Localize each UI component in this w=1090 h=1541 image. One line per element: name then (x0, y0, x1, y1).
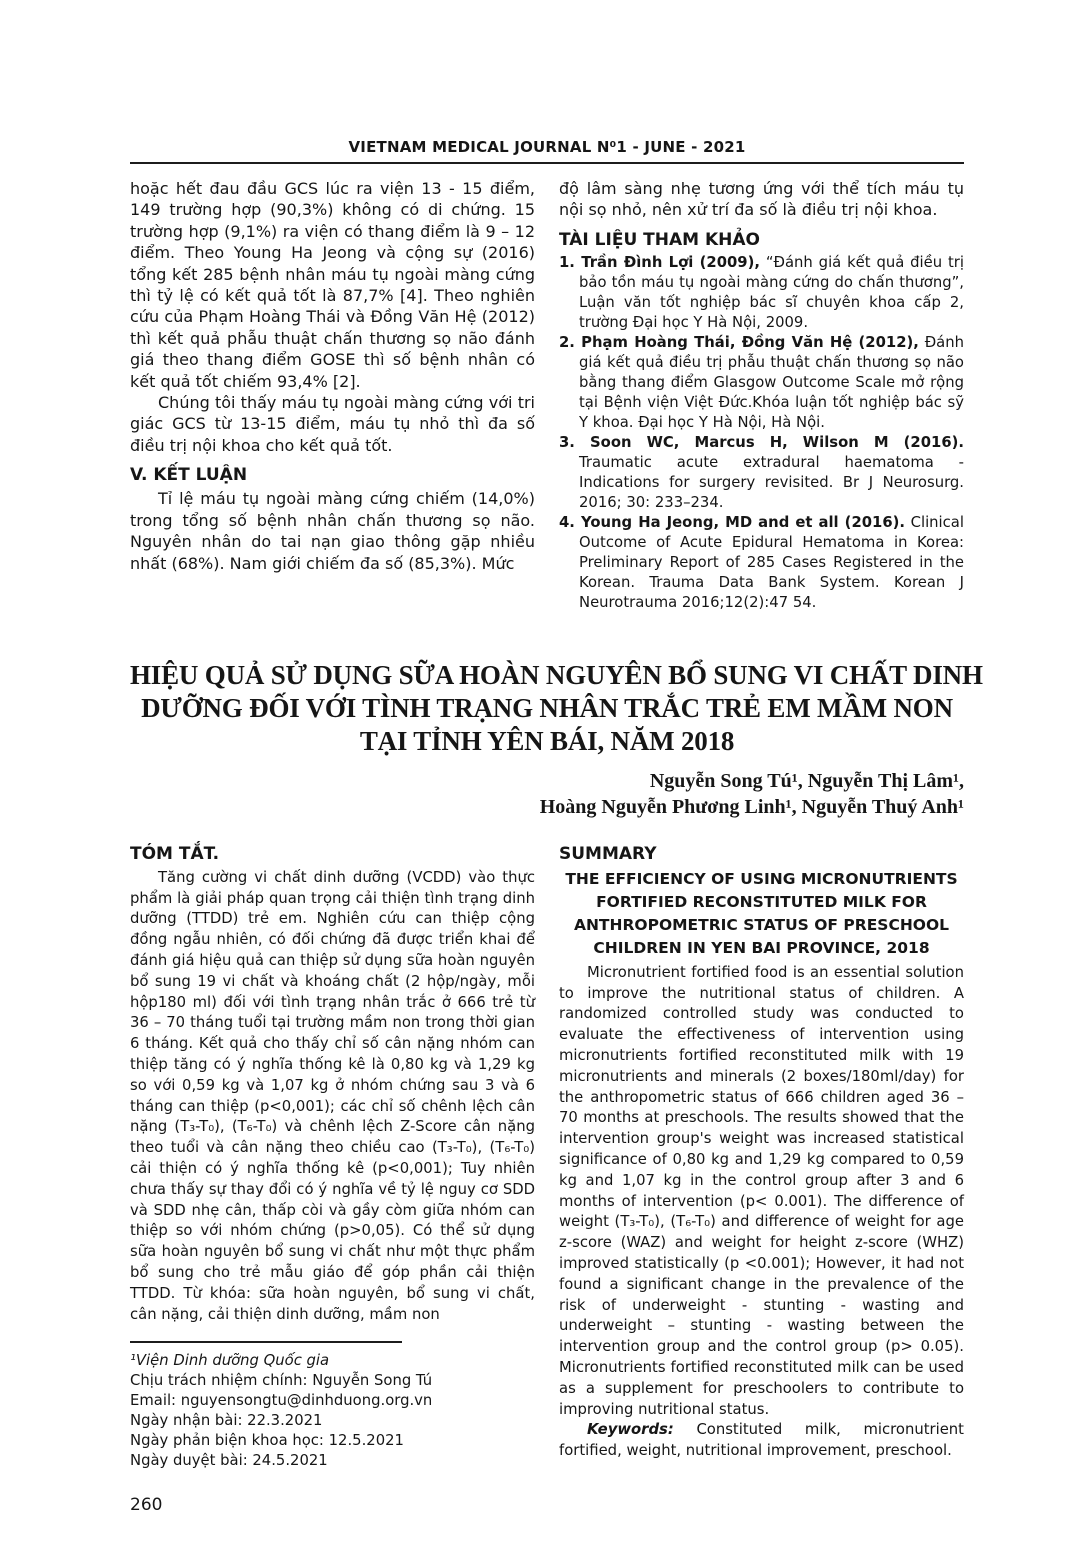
abstract-paragraph: Tăng cường vi chất dinh dưỡng (VCDD) vào thực phẩm là giải pháp quan trọng cải thiện tình trạng dinh dưỡng (TTDD) trẻ em. Nghiên cứu can thiệp cộng đồng ngẫu nhiên, có đối chứng đã được triển khai để đánh giá hiệu quả can thiệp sử dụng sữa hoàn nguyên bổ sung 19 vi chất và khoáng chất (2 hộp/ngày, mỗi hộp180 ml) đối với tình trạng nhân trắc ở 666 trẻ từ 36 – 70 tháng tuổi tại trường mầm non trong thời gian 6 tháng. Kết quả cho thấy chỉ số cân nặng nhóm can thiệp tăng có ý nghĩa thống kê là 0,80 kg và 1,29 kg so với 0,59 kg và 1,07 kg ở nhóm chứng sau 3 và 6 tháng can thiệp (p<0,001); các chỉ số chênh lệch cân nặng (T₃-T₀), (T₆-T₀) và chênh lệch Z-Score cân nặng theo tuổi và cân nặng theo chiều cao (T₃-T₀), (T₆-T₀) cải thiện có ý nghĩa thống kê (p<0,001); Tuy nhiên chưa thấy sự thay đổi có ý nghĩa về tỷ lệ nguy cơ SDD và SDD nhẹ cân, thấp còi và gầy còm giữa nhóm can thiệp so với nhóm chứng (p>0,05). Có thể sử dụng sữa hoàn nguyên bổ sung vi chất như một thực phẩm bổ sung cho trẻ mẫu giáo để góp phần cải thiện TTDD. Từ khóa: sữa hoàn nguyên, bổ sung vi chất, cân nặng, cải thiện dinh dưỡng, mầm non (130, 868, 535, 1323)
article-title-line: HIỆU QUẢ SỬ DỤNG SỮA HOÀN NGUYÊN BỔ SUNG VI CHẤT DINH (130, 659, 983, 690)
header-rule (130, 162, 964, 164)
reference-item (559, 513, 964, 613)
reference-authors: 4. Young Ha Jeong, MD and et all (2016). (559, 513, 906, 531)
reference-authors: 3. Soon WC, Marcus H, Wilson M (2016). (559, 433, 964, 451)
footnote-line: Chịu trách nhiệm chính: Nguyễn Song Tú (130, 1372, 433, 1390)
page-number: 260 (130, 1495, 163, 1516)
summary-title-line: ANTHROPOMETRIC STATUS OF PRESCHOOL (573, 915, 950, 934)
keywords-text: Constituted milk, micronutrient fortified, weight, nutritional improvement, preschool. (559, 1421, 964, 1460)
reference-authors: 2. Phạm Hoàng Thái, Đồng Văn Hệ (2012), (559, 333, 919, 351)
article-title-line: TẠI TỈNH YÊN BÁI, NĂM 2018 (359, 725, 735, 756)
continuation-paragraph: độ lâm sàng nhẹ tương ứng với thể tích máu tụ nội sọ nhỏ, nên xử trí đa số là điều trị nội khoa. (559, 179, 964, 220)
reference-list (559, 253, 964, 613)
footnote-block (130, 1351, 535, 1471)
footnote-rule (130, 1341, 402, 1343)
references-heading: TÀI LIỆU THAM KHẢO (559, 229, 760, 250)
abstract-heading: TÓM TẮT. (130, 843, 220, 864)
reference-item (559, 433, 964, 513)
reference-authors: 1. Trần Đình Lợi (2009), (559, 253, 760, 271)
summary-title-line: THE EFFICIENCY OF USING MICRONUTRIENTS (565, 869, 958, 888)
author-list (130, 768, 964, 820)
top-left-column (130, 178, 535, 613)
affiliation-line: ¹Viện Dinh dưỡng Quốc gia (130, 1352, 330, 1370)
top-right-column (559, 178, 964, 613)
summary-heading: SUMMARY (559, 843, 657, 864)
summary-title-line: CHILDREN IN YEN BAI PROVINCE, 2018 (593, 938, 930, 957)
top-section (130, 178, 964, 613)
footnote-line: Ngày nhận bài: 22.3.2021 (130, 1412, 323, 1430)
article-title (130, 659, 983, 758)
paragraph: Chúng tôi thấy máu tụ ngoài màng cứng với tri giác GCS từ 13-15 điểm, máu tụ nhỏ thì đa số điều trị nội khoa cho kết quả tốt. (130, 393, 535, 455)
abstract-section (130, 844, 964, 1472)
continuation-paragraph: hoặc hết đau đầu GCS lúc ra viện 13 - 15 điểm, 149 trường hợp (90,3%) không có di chứng. 15 trường hợp (9,1%) ra viện có thang điểm là 9 – 12 điểm. Theo Young Ha Jeong và cộng sự (2016) tổng kết 285 bệnh nhân máu tụ ngoài màng cứng thì tỷ lệ có kết quả tốt là 87,7% [4]. Theo nghiên cứu của Phạm Hoàng Thái và Đồng Văn Hệ (2012) thì kết quả phẫu thuật chấn thương sọ não đánh giá theo thang điểm GOSE thì số bệnh nhân có kết quả tốt chiếm 93,4% [2]. (130, 179, 535, 391)
footnote-line: Ngày duyệt bài: 24.5.2021 (130, 1452, 328, 1470)
abstract-column (130, 844, 535, 1472)
conclusion-heading: V. KẾT LUẬN (130, 465, 248, 486)
summary-paragraph: Micronutrient fortified food is an essential solution to improve the nutritional status of children. A randomized controlled study was conducted to evaluate the effectiveness of intervention using micronutrients fortified reconstituted milk with 19 micronutrients and minerals (2 boxes/180ml/day) for the anthropometric status of 666 children aged 36 – 70 months at preschools. The results showed that the intervention group's weight was increased statistical significance of 0,80 kg and 1,29 kg compared to 0,59 kg and 1,07 kg in the control group after 3 and 6 months of intervention (p< 0.001). The difference of weight (T₃-T₀), (T₆-T₀) and difference of weight for age z-score (WAZ) and weight for height z-score (WHZ) improved statistically (p <0.001); However, it had not found a significant change in the prevalence of the risk of underweight - stunting - wasting and underweight – stunting - wasting between the intervention group and the control group (p> 0.05). Micronutrients fortified reconstituted milk can be used as a supplement for preschoolers to contribute to improving nutritional status. (559, 963, 964, 1418)
reference-item (559, 253, 964, 333)
footnote-line: Ngày phản biện khoa học: 12.5.2021 (130, 1432, 404, 1450)
keywords-label: Keywords: (587, 1421, 674, 1439)
summary-column (559, 844, 964, 1472)
journal-header: VIETNAM MEDICAL JOURNAL N⁰1 - JUNE - 2021 (348, 138, 746, 156)
reference-text: Traumatic acute extradural haematoma - Indications for surgery revisited. Br J Neurosurg. 2016; 30: 233–234. (579, 453, 964, 511)
author-line: Nguyễn Song Tú¹, Nguyễn Thị Lâm¹, (649, 769, 964, 792)
reference-item (559, 333, 964, 433)
summary-title (559, 868, 964, 960)
reference-text: Clinical Outcome of Acute Epidural Hematoma in Korea: Preliminary Report of 285 Cases Registered in the Korean. Trauma Data Bank System. Korean J Neurotrauma 2016;12(2):47 54. (579, 513, 964, 611)
reference-text: “Đánh giá kết quả điều trị bảo tồn máu tụ ngoài màng cứng do chấn thương”, Luận văn tốt nghiệp bác sĩ chuyên khoa cấp 2, trường Đại học Y Hà Nội, 2009. (579, 253, 964, 331)
conclusion-paragraph: Tỉ lệ máu tụ ngoài màng cứng chiếm (14,0%) trong tổng số bệnh nhân chấn thương sọ não. Nguyên nhân do tai nạn giao thông gặp nhiều nhất (68%). Nam giới chiếm đa số (85,3%). Mức (130, 489, 535, 573)
summary-title-line: FORTIFIED RECONSTITUTED MILK FOR (596, 892, 927, 911)
keywords-paragraph (559, 1420, 964, 1462)
footnote-line-email: Email: nguyensongtu@dinhduong.org.vn (130, 1392, 433, 1410)
author-line: Hoàng Nguyễn Phương Linh¹, Nguyễn Thuý Anh¹ (539, 795, 964, 818)
article-title-line: DƯỠNG ĐỐI VỚI TÌNH TRẠNG NHÂN TRẮC TRẺ EM MẦM NON (141, 692, 953, 723)
reference-text: Đánh giá kết quả điều trị phẫu thuật chấn thương sọ não bằng thang điểm Glasgow Outcome Scale mở rộng tại Bệnh viện Việt Đức.Khóa luận tốt nghiệp bác sỹ Y khoa. Đại học Y Hà Nội, Hà Nội. (579, 333, 964, 431)
